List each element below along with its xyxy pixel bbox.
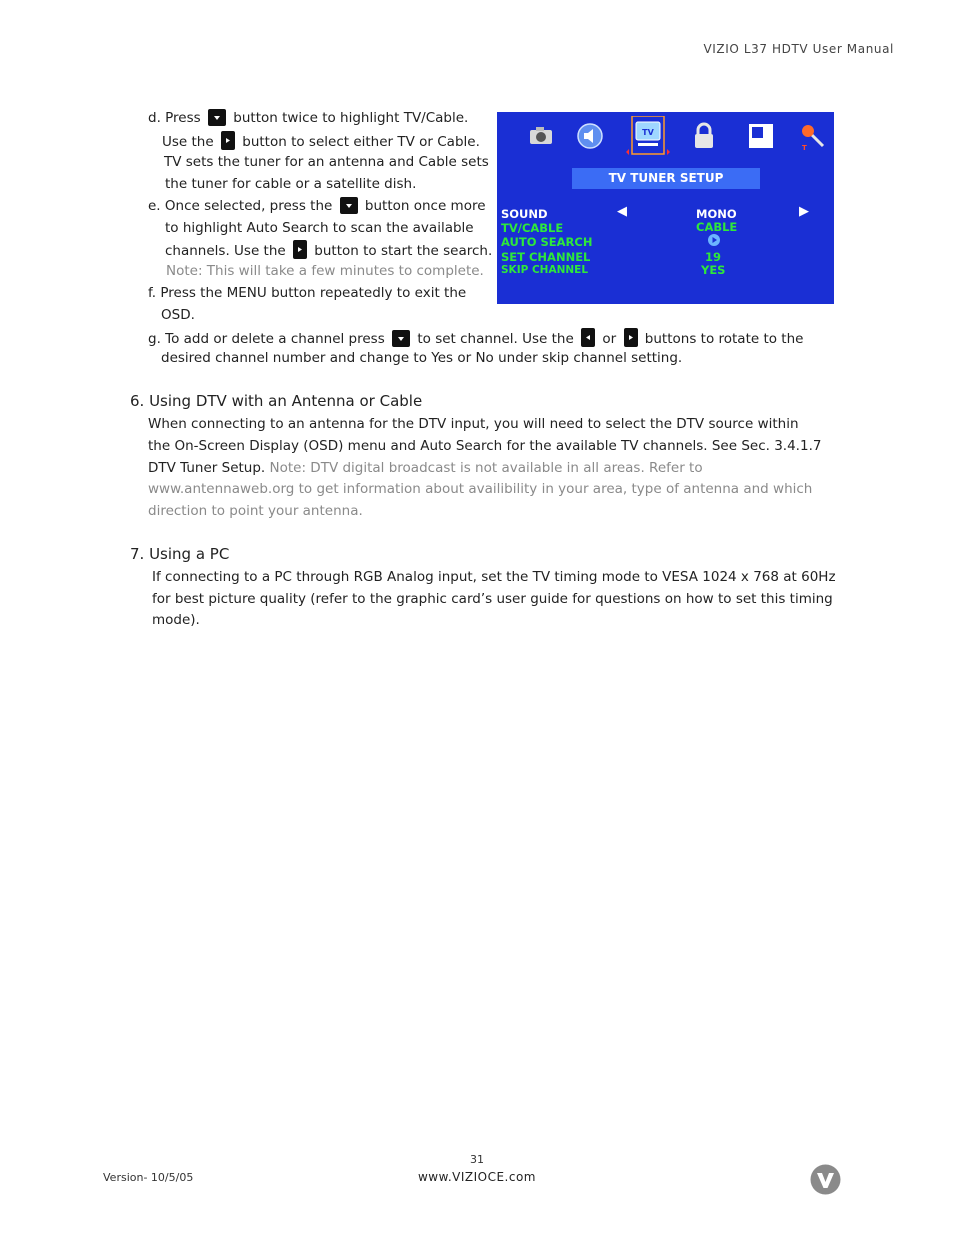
tv-icon — [624, 116, 672, 158]
osd-row-sound-value: MONO — [696, 207, 737, 221]
step-f-line1: f. Press the MENU button repeatedly to exit the — [148, 285, 467, 301]
section-6-line3: DTV Tuner Setup. Note: DTV digital broadcast is not available in all areas. Refer to — [148, 460, 703, 476]
vizio-logo-icon — [810, 1164, 841, 1195]
osd-row-tvcable-label: TV/CABLE — [501, 221, 564, 235]
step-d-line4: the tuner for cable or a satellite dish. — [165, 176, 417, 192]
osd-menu-title: TV TUNER SETUP — [572, 168, 760, 189]
down-button-icon — [208, 109, 226, 126]
manual-header-title: VIZIO L37 HDTV User Manual — [703, 42, 894, 56]
picture-icon — [747, 122, 775, 150]
down-button-icon — [340, 197, 358, 214]
speaker-icon — [576, 122, 604, 150]
osd-row-skipchannel-label: SKIP CHANNEL — [501, 264, 589, 276]
section-7-line2: for best picture quality (refer to the graphic card’s user guide for questions on how to set this timing — [152, 591, 833, 607]
section-6-heading: 6. Using DTV with an Antenna or Cable — [130, 392, 423, 410]
right-arrow-icon: ▶ — [799, 204, 809, 219]
section-6-line5: direction to point your antenna. — [148, 503, 363, 519]
section-7-line1: If connecting to a PC through RGB Analog input, set the TV timing mode to VESA 1024 x 768 at 60Hz — [152, 569, 836, 585]
svg-text:T: T — [802, 144, 807, 150]
play-circle-icon — [707, 233, 721, 247]
right-button-icon — [624, 328, 638, 347]
lock-icon — [690, 122, 718, 150]
camera-icon — [527, 122, 555, 150]
osd-row-skipchannel-value: YES — [701, 263, 726, 277]
step-e-line3: channels. Use the button to start the search. — [165, 240, 492, 260]
section-7-line3: mode). — [152, 612, 200, 628]
left-arrow-icon: ◀ — [617, 204, 627, 219]
step-d-line3: TV sets the tuner for an antenna and Cable sets — [164, 154, 489, 170]
step-e-note: Note: This will take a few minutes to complete. — [166, 263, 484, 279]
section-6-note: Note: DTV digital broadcast is not available in all areas. Refer to — [269, 460, 703, 476]
right-button-icon — [293, 240, 307, 259]
tools-icon — [799, 122, 827, 150]
page-number: 31 — [470, 1153, 484, 1166]
osd-row-autosearch-label: AUTO SEARCH — [501, 235, 593, 249]
step-d-line2: Use the button to select either TV or Cable. — [162, 131, 480, 151]
step-e-line1: e. Once selected, press the button once more — [148, 198, 486, 214]
step-f-line2: OSD. — [161, 307, 195, 323]
section-6-line4: www.antennaweb.org to get information about availibility in your area, type of antenna and which — [148, 481, 813, 497]
right-button-icon — [221, 131, 235, 150]
step-e-line2: to highlight Auto Search to scan the available — [165, 220, 474, 236]
section-6-line2: the On-Screen Display (OSD) menu and Auto Search for the available TV channels. See Sec. 3.4.1.7 — [148, 438, 822, 454]
left-button-icon — [581, 328, 595, 347]
section-7-heading: 7. Using a PC — [130, 545, 230, 563]
osd-row-sound-label: SOUND — [501, 207, 548, 221]
step-g-line1: g. To add or delete a channel press to set channel. Use the or buttons to rotate to the — [148, 328, 803, 348]
step-g-line2: desired channel number and change to Yes or No under skip channel setting. — [161, 350, 683, 366]
osd-row-tvcable-value: CABLE — [696, 220, 738, 234]
osd-row-setchannel-label: SET CHANNEL — [501, 250, 591, 264]
footer-version: Version- 10/5/05 — [103, 1171, 194, 1184]
tv-icon-label: TV — [642, 128, 654, 137]
tv-tuner-setup-osd-image — [497, 112, 834, 304]
section-6-line1: When connecting to an antenna for the DTV input, you will need to select the DTV source within — [148, 416, 799, 432]
footer-url: www.VIZIOCE.com — [417, 1170, 536, 1184]
step-d-line1: d. Press button twice to highlight TV/Cable. — [148, 110, 469, 126]
osd-row-setchannel-value: 19 — [705, 250, 722, 264]
down-button-icon — [392, 330, 410, 347]
